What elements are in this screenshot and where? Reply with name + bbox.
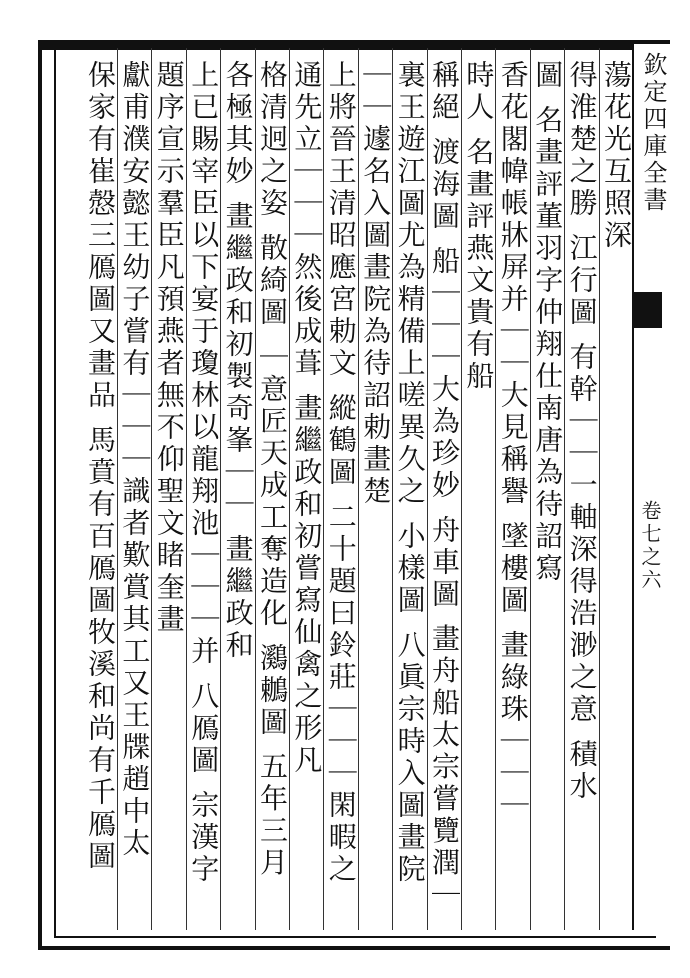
column-rule: [599, 48, 600, 930]
column-rule: [564, 48, 565, 930]
column-rule: [220, 48, 221, 930]
text-column: 裏王遊江圖尤為精備上嗟異久之 小樣圖 八眞宗時入圖畫院: [393, 60, 427, 886]
column-rule: [461, 48, 462, 930]
text-column: 香花閣幃帳牀屏并｜｜大見稱譽 墜樓圖 畫綠珠｜｜｜: [496, 60, 530, 822]
text-column: 獻甫濮安懿王幼子嘗有｜｜｜識者歎賞其工又王牒趙中太: [118, 60, 152, 860]
text-column: 題序宣示羣臣凡預燕者無不仰聖文睹奎畫: [152, 60, 186, 636]
text-column: 稱絕 渡海圖 船｜｜｜大為珍妙 舟車圖 畫舟船太宗嘗覽潤｜: [428, 60, 461, 912]
text-column: 圖 名畫評董羽字仲翔仕南唐為待詔寫: [531, 60, 565, 585]
text-column: 時人 名畫評燕文貴有船: [462, 60, 496, 393]
text-column: 上將晉王清昭應宮勅文 縱鶴圖 二十題曰鈴莊｜｜｜閑暇之: [324, 60, 358, 886]
column-rule: [392, 48, 393, 930]
text-column: 得淮楚之勝 江行圖 有幹｜｜一軸深得浩渺之意 積水: [565, 60, 599, 803]
text-column: 上已賜宰臣以下宴于瓊林以龍翔池｜｜｜并 八鴈圖 宗漢字: [187, 60, 221, 886]
text-column: 蕩花光互照深: [600, 60, 633, 252]
column-rule: [358, 48, 359, 930]
fish-tail-mark: [632, 292, 662, 328]
text-column: ｜｜遽名入圖畫院為待詔勅畫楚: [359, 60, 393, 508]
column-rule: [495, 48, 496, 930]
column-rule: [151, 48, 152, 930]
column-rule: [186, 48, 187, 930]
text-column: 保家有崔慤三鴈圖又畫品 馬賁有百鴈圖牧溪和尚有千鴈圖: [84, 60, 117, 873]
text-column: 各極其妙 畫繼政和初製奇峯｜｜ 畫繼政和: [221, 60, 255, 662]
column-rule: [117, 48, 118, 930]
column-rule: [255, 48, 256, 930]
text-column: 通先立｜｜｜然後成葺 畫繼政和初嘗寫仙禽之形凡: [290, 60, 324, 777]
text-column: 格清迥之姿 散綺圖 ｜意匠天成工奪造化 鸂鶒圖 五年三月: [256, 60, 289, 880]
volume-label: 卷七之六: [638, 500, 662, 592]
column-rule: [289, 48, 290, 930]
column-rule: [323, 48, 324, 930]
book-title: 欽定四庫全書: [639, 52, 667, 214]
column-rule: [530, 48, 531, 930]
column-rule: [427, 48, 428, 930]
